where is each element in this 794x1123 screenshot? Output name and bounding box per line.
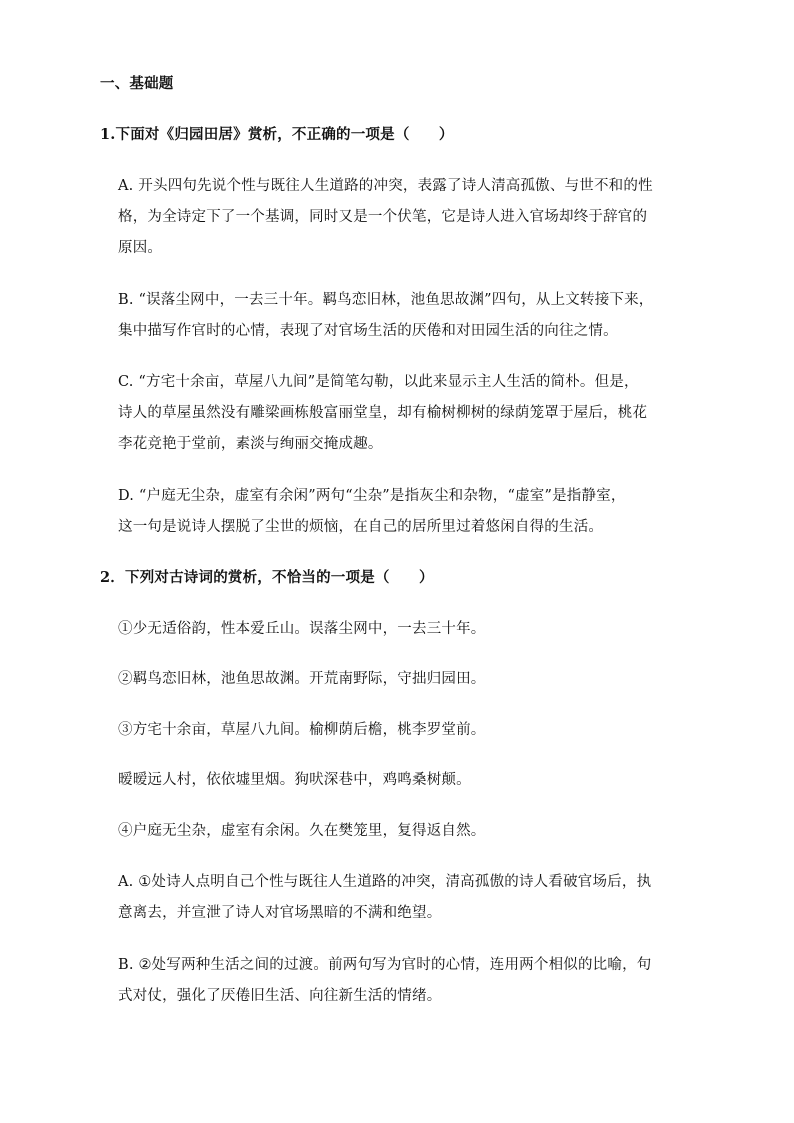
q1-option-d-line-2: 这一句是说诗人摆脱了尘世的烦恼，在自己的居所里过着悠闲自得的生活。 <box>118 519 604 535</box>
section-title: 一、基础题 <box>100 75 174 92</box>
q1-option-a-line-3: 原因。 <box>118 240 163 256</box>
question-1-stem: 1.下面对《归园田居》赏析，不正确的一项是（ ） <box>100 126 454 143</box>
q2-poem-line-2: ②羁鸟恋旧林，池鱼思故渊。开荒南野际，守拙归园田。 <box>118 671 486 687</box>
q2-option-b-line-2: 式对仗，强化了厌倦旧生活、向往新生活的情绪。 <box>118 988 442 1004</box>
q2-option-b-line-1: B. ②处写两种生活之间的过渡。前两句写为官时的心情，连用两个相似的比喻，句 <box>118 957 652 973</box>
q2-option-a-line-2: 意离去，并宣泄了诗人对官场黑暗的不满和绝望。 <box>118 905 442 921</box>
q1-option-a-line-1: A. 开头四句先说个性与既往人生道路的冲突，表露了诗人清高孤傲、与世不和的性 <box>118 178 653 194</box>
q1-option-b-line-1: B. “误落尘网中，一去三十年。羁鸟恋旧林，池鱼思故渊”四句，从上文转接下来， <box>118 292 654 308</box>
q1-option-c-line-1: C. “方宅十余亩，草屋八九间”是简笔勾勒，以此来显示主人生活的简朴。但是， <box>118 374 639 390</box>
q2-poem-line-5: ④户庭无尘杂，虚室有余闲。久在樊笼里，复得返自然。 <box>118 823 486 839</box>
q1-option-d-line-1: D. “户庭无尘杂，虚室有余闲”两句“尘杂”是指灰尘和杂物，“虚室”是指静室， <box>118 488 626 504</box>
q2-poem-line-3: ③方宅十余亩，草屋八九间。榆柳荫后檐，桃李罗堂前。 <box>118 722 486 738</box>
q1-option-b-line-2: 集中描写作官时的心情，表现了对官场生活的厌倦和对田园生活的向往之情。 <box>118 323 618 339</box>
question-2-stem: 2．下列对古诗词的赏析，不恰当的一项是（ ） <box>100 569 434 586</box>
q1-option-a-line-2: 格，为全诗定下了一个基调，同时又是一个伏笔，它是诗人进入官场却终于辞官的 <box>118 209 648 225</box>
q2-option-a-line-1: A. ①处诗人点明自己个性与既往人生道路的冲突，清高孤傲的诗人看破官场后，执 <box>118 874 652 890</box>
q1-option-c-line-2: 诗人的草屋虽然没有雕梁画栋般富丽堂皇，却有榆树柳树的绿荫笼罩于屋后，桃花 <box>118 405 648 421</box>
q2-poem-line-1: ①少无适俗韵，性本爱丘山。误落尘网中，一去三十年。 <box>118 621 486 637</box>
q1-option-c-line-3: 李花竞艳于堂前，素淡与绚丽交掩成趣。 <box>118 436 383 452</box>
q2-poem-line-4: 暧暧远人村，依依墟里烟。狗吠深巷中，鸡鸣桑树颠。 <box>118 772 471 788</box>
